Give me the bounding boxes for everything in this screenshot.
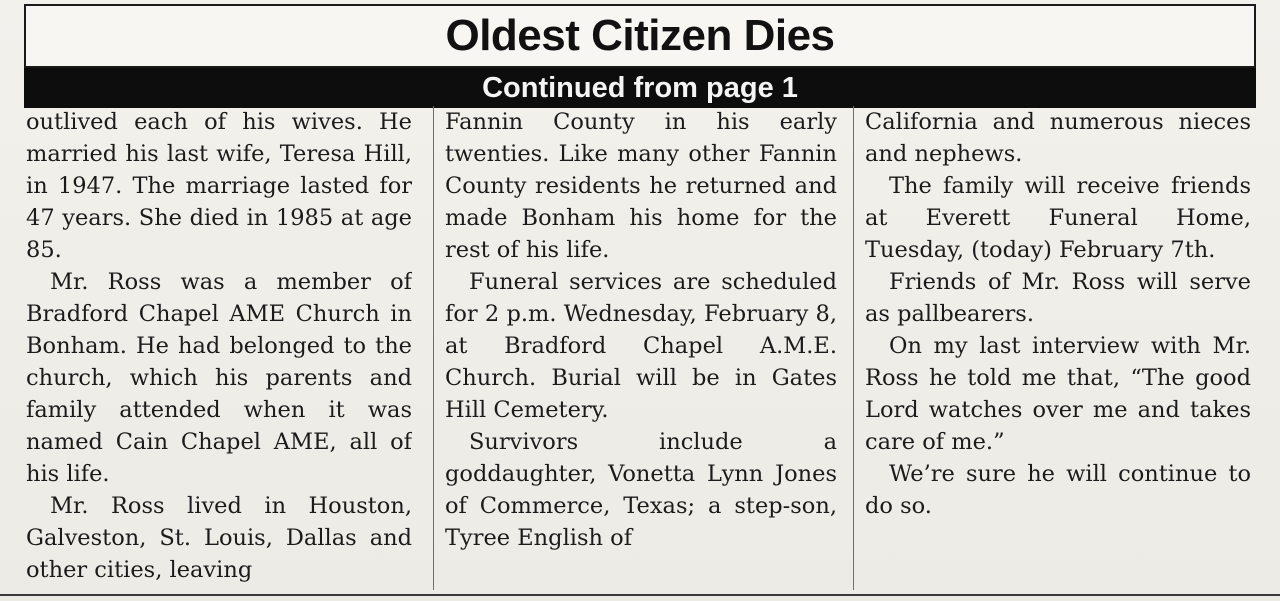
column-3-paragraph-1: California and numerous nieces and nephews. [865,109,1251,167]
headline: Oldest Citizen Dies [445,11,835,60]
article-column-2 [445,106,837,596]
column-1-paragraph-3: Mr. Ross lived in Houston, Galveston, St. Louis, Dallas and other cities, leaving [26,493,412,583]
column-3-paragraph-2: The family will receive friends at Everett Funeral Home, Tuesday, (today) February 7th. [865,173,1251,263]
column-1-paragraph-1: outlived each of his wives. He married his last wife, Teresa Hill, in 1947. The marriage lasted for 47 years. She died in 1985 at age 85. [26,109,412,263]
column-divider-1 [433,106,434,590]
column-2-paragraph-3: Survivors include a goddaughter, Vonetta Lynn Jones of Commerce, Texas; a step-son, Tyree English of [445,429,837,551]
headline-box [24,4,1256,68]
column-2-paragraph-1: Fannin County in his early twenties. Like many other Fannin County residents he returned and made Bonham his home for the rest of his life. [445,109,837,263]
column-3-paragraph-3: Friends of Mr. Ross will serve as pallbearers. [865,269,1251,327]
column-3-paragraph-5: We’re sure he will continue to do so. [865,461,1251,519]
bottom-rule [0,594,1280,596]
article-column-1 [26,106,412,596]
continued-banner-text: Continued from page 1 [482,71,798,104]
continued-banner [24,68,1256,108]
column-3-paragraph-4: On my last interview with Mr. Ross he told me that, “The good Lord watches over me and takes care of me.” [865,333,1251,455]
column-2-paragraph-2: Funeral services are scheduled for 2 p.m. Wednesday, February 8, at Bradford Chapel A.M.E. Church. Burial will be in Gates Hill Cemetery. [445,269,837,423]
column-divider-2 [853,106,854,590]
article-column-3 [865,106,1251,596]
article-columns [24,106,1256,596]
column-1-paragraph-2: Mr. Ross was a member of Bradford Chapel AME Church in Bonham. He had belonged to the church, which his parents and family attended when it was named Cain Chapel AME, all of his life. [26,269,412,487]
